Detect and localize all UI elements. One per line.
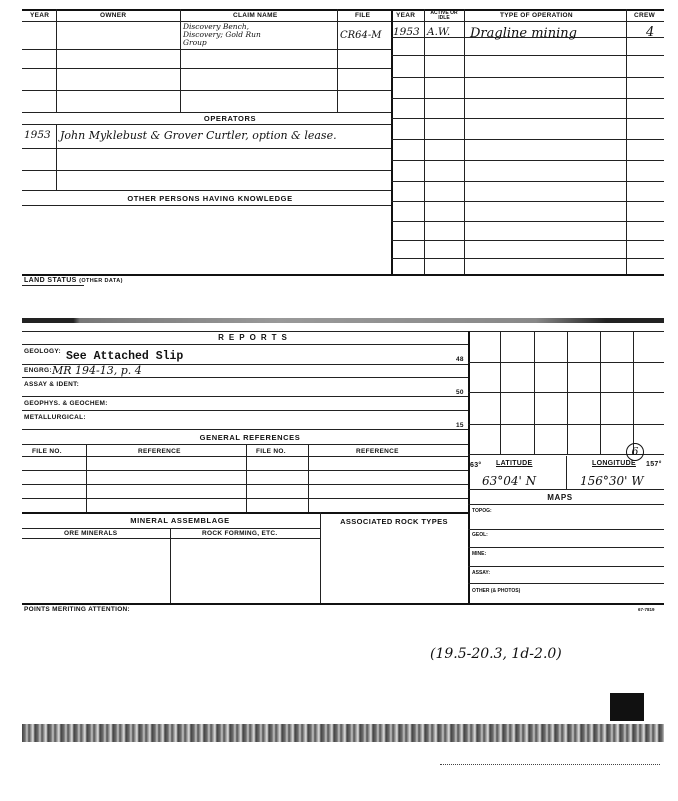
handwritten-reference: (19.5-20.3, 1d-2.0) (430, 646, 562, 662)
report-number-15: 15 (456, 422, 464, 429)
circled-number: 6 (626, 443, 644, 461)
engrg-label: ENGRG: (24, 367, 52, 374)
metallurgical-label: METALLURGICAL: (24, 414, 86, 421)
operators-title: OPERATORS (203, 114, 257, 123)
maps-geol: GEOL: (472, 532, 488, 538)
points-meriting-attention: POINTS MERITING ATTENTION: (24, 606, 131, 613)
engrg-value: MR 194-13, p. 4 (52, 364, 142, 377)
header-type-of-operation: TYPE OF OPERATION (500, 12, 573, 19)
report-number-50: 50 (456, 389, 464, 396)
header-claim-name: CLAIM NAME (233, 12, 278, 19)
claim-name-entry: Discovery Bench, Discovery; Gold Run Group (183, 22, 261, 47)
maps-other: OTHER (& PHOTOS) (472, 588, 521, 594)
reports-title: REPORTS (218, 333, 292, 342)
longitude-value: 156°30' W (580, 474, 644, 488)
mineral-assemblage-title: MINERAL ASSEMBLAGE (130, 516, 230, 525)
file-entry: CR64-M (340, 30, 382, 41)
header-owner: OWNER (100, 12, 127, 19)
rock-forming-header: ROCK FORMING, ETC. (202, 530, 278, 537)
gr-file-no-2: FILE NO. (256, 448, 286, 455)
header-crew: CREW (634, 12, 656, 19)
header-year-2: YEAR (396, 12, 416, 19)
header-year: YEAR (30, 12, 50, 19)
geophys-label: GEOPHYS. & GEOCHEM: (24, 400, 108, 407)
operator-entry: John Myklebust & Grover Curtler, option & lease. (60, 129, 337, 142)
associated-rock-types: ASSOCIATED ROCK TYPES (340, 517, 448, 526)
assay-label: ASSAY & IDENT: (24, 381, 80, 388)
maps-assay: ASSAY: (472, 570, 491, 576)
geology-label: GEOLOGY: (24, 348, 61, 355)
latitude-value: 63°04' N (482, 474, 537, 488)
lat-prefix: 63° (470, 462, 482, 469)
latitude-label: LATITUDE (496, 460, 533, 467)
operation-entry: Dragline mining (470, 26, 577, 41)
gr-reference-2: REFERENCE (356, 448, 399, 455)
geology-value: See Attached Slip (66, 350, 184, 363)
ore-minerals-header: ORE MINERALS (64, 530, 118, 537)
land-status-label: LAND STATUS (OTHER DATA) (24, 277, 123, 284)
general-references-title: GENERAL REFERENCES (199, 433, 301, 442)
header-active-or-idle: ACTIVE OR IDLE (430, 10, 458, 21)
header-file: FILE (355, 12, 371, 19)
year-entry: 1953 (393, 26, 420, 38)
operator-year: 1953 (24, 129, 51, 141)
report-number-48: 48 (456, 356, 464, 363)
longitude-label: LONGITUDE (592, 460, 636, 467)
lon-suffix: 157° (646, 461, 662, 468)
crew-entry: 4 (646, 25, 655, 40)
gr-file-no-1: FILE NO. (32, 448, 62, 455)
maps-title: MAPS (547, 493, 573, 502)
form-number: 67-7819 (638, 607, 655, 612)
scan-noise-band (22, 724, 664, 742)
scan-black-square (610, 693, 644, 721)
other-persons-title: OTHER PERSONS HAVING KNOWLEDGE (127, 194, 293, 203)
maps-mine: MINE: (472, 551, 487, 557)
scan-smudge-bar (22, 318, 664, 323)
maps-topog: TOPOG: (472, 508, 492, 514)
gr-reference-1: REFERENCE (138, 448, 181, 455)
active-entry: A.W. (427, 26, 451, 38)
